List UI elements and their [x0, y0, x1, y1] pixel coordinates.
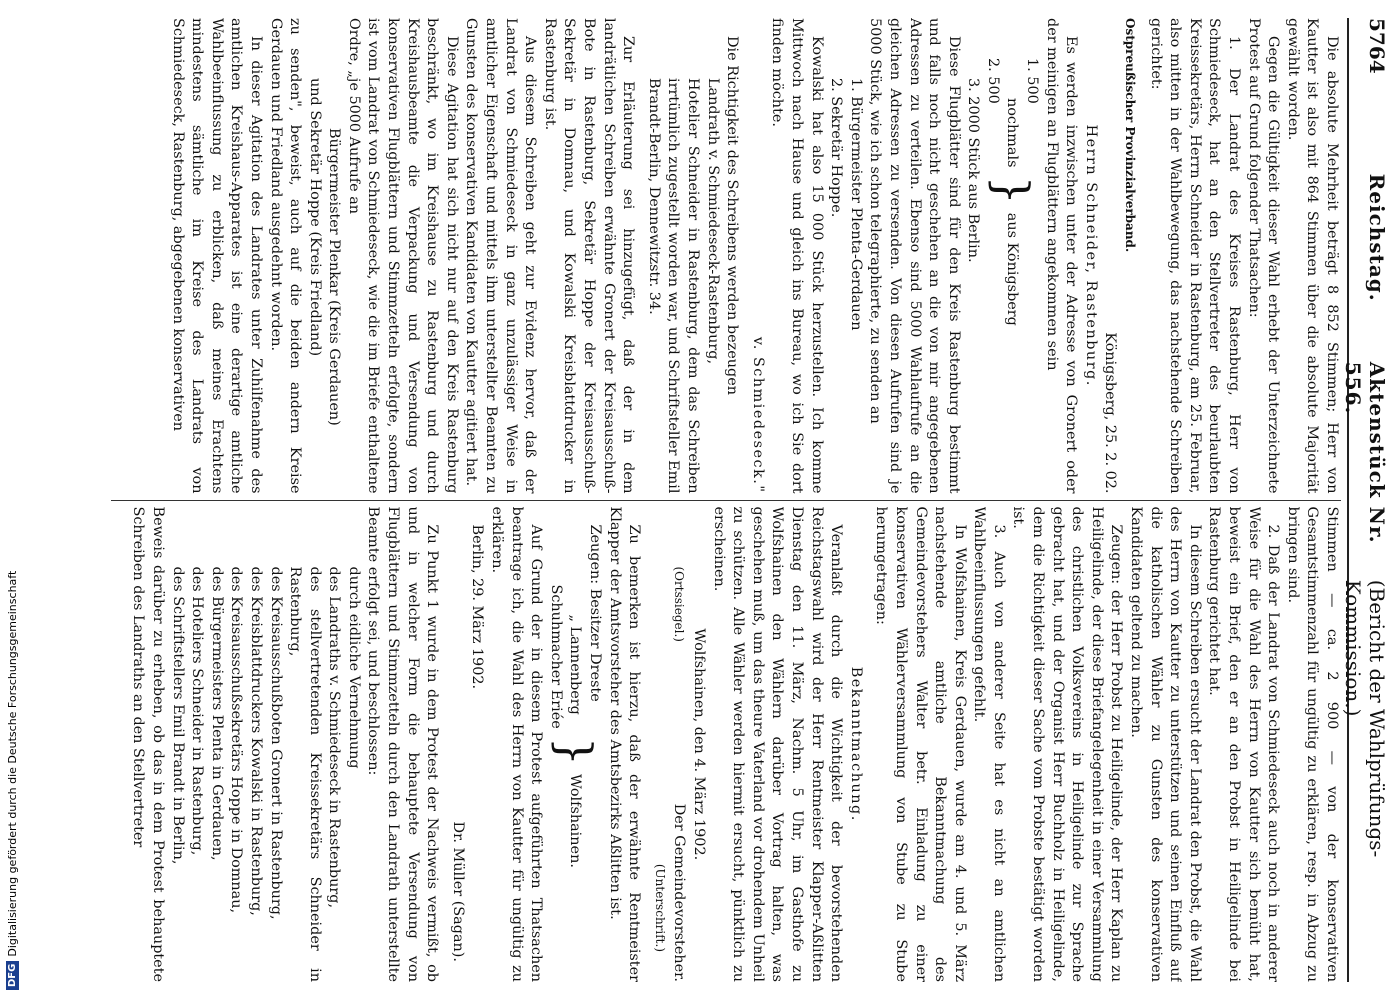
- witness: Besitzer Dreste: [587, 588, 604, 702]
- notice-signature-note: (Unterschrift.): [652, 863, 667, 952]
- paragraph: Die Richtigkeit des Schreibens werden bezeugen: [724, 36, 741, 395]
- protest-signature: Dr. Müller (Sagan).: [449, 821, 466, 962]
- signature: v. Schmiedeseck.": [749, 336, 766, 494]
- page-header: [1341, 18, 1389, 982]
- page-number: 5764: [1365, 18, 1389, 74]
- notice-date: Wolfshainen, den 4. März 1902.: [691, 628, 707, 861]
- digitization-note: [6, 571, 19, 990]
- list-item: des Kreisblattdruckers Kowalski in Rastenburg,: [247, 566, 264, 916]
- witness: „ Lannenberg: [567, 614, 584, 715]
- witness: Schuhmacher Eriée: [547, 584, 564, 729]
- witness-list: [545, 507, 604, 983]
- paragraph: Zu bemerken ist hierzu, daß der erwähnte Rentmeister Klapper der Amtsvorsteher des Amtsbezirks Aßlitten ist.: [606, 506, 643, 982]
- paragraph: In diesem Schreiben ersucht der Landrat den Probst, die Wahl des Herrn von Kautter zu unterstützen und seinen Einfluß auf die katholischen Wähler zu Gunsten des konservativen Kandidaten geltend zu machen.: [1128, 506, 1203, 982]
- paragraph: Diese Flugblätter sind für den Kreis Rastenburg bestimmt und falls noch nicht geschehen an die von mir angegebenen Adressen zu verteilen. Ebenso sind 5000 Wahlaufrufe an die gleichen Adressen zu versenden. Von diesen Aufrufen sind je 5000 Stück, wie ich schon telegraphierte, zu senden an: [867, 18, 962, 494]
- header-bericht: (Bericht der Wahlprüfungs-Kommission.): [1341, 579, 1389, 858]
- paragraph: 1. Der Landrat des Kreises Rastenburg, Herr von Schmiedeseck, hat an den Stellvertreter des beurlaubten Kreissekretärs, Herrn Schneider in Rastenburg, am 25. Februar, also mitten in der Wahlbewegung, das nachstehende Schreiben gerichtet:: [1147, 18, 1243, 494]
- paragraph: Die absolute Mehrheit beträgt 8 852 Stimmen; Herr von Kautter ist also mit 864 Stimmen über die absolute Majorität gewählt worden.: [1284, 18, 1340, 494]
- paragraph: Aus diesem Schreiben geht zur Evidenz hervor, daß der Landrat von Schmiedeseck in ganz unzulässiger Weise in amtlicher Eigenschaft und mittels ihm unterstellter Beamten zu Gunsten des konservativen Kandidaten von Kautter agitiert hat.: [463, 18, 539, 494]
- quote-line: und Sekretär Hoppe (Kreis Friedland): [306, 78, 323, 357]
- paragraph: Gegen die Gültigkeit dieser Wahl erhebt der Unterzeichnete Protest auf Grund folgender Thatsachen:: [1245, 18, 1282, 494]
- list-item: des Kreisausschußboten Gronert in Rastenburg,: [267, 566, 284, 920]
- header-aktenstueck: Aktenstück Nr. 556.: [1341, 361, 1389, 544]
- protest-date: Berlin, 29. März 1902.: [469, 524, 486, 690]
- list-item: des Landraths v. Schmiedeseck in Rastenburg,: [326, 566, 343, 909]
- paragraph: 3. Auch von anderer Seite hat es nicht an amtlichen Wahlbeeinflussungen gefehlt.: [971, 506, 1007, 982]
- list-item: des Bürgermeisters Plenta in Gerdauen,: [208, 566, 225, 861]
- notice-signature-row: [669, 507, 689, 983]
- notice-title: Bekanntmachung.: [847, 666, 864, 822]
- paragraph: Zur Erläuterung sei hinzugefügt, daß der in dem landrätlichen Schreiben erwähnte Gronert der Kreisausschuß-Bote in Rastenburg, Sekretär Hoppe der Kreisausschuß-Sekretär in Domnau, und Kowalski Kreisblattdrucker in Rastenburg ist.: [541, 18, 637, 494]
- brace-label: aus Königsberg: [1004, 212, 1021, 326]
- list-item: des Hoteliers Schneider in Rastenburg,: [189, 566, 206, 856]
- text-columns: [111, 18, 1341, 982]
- paragraph: Es werden inzwischen unter der Adresse von Gronert oder der meinigen an Flugblättern angekommen sein: [1043, 18, 1080, 494]
- paragraph: Auf Grund der in diesem Protest aufgeführten Thatsachen beantrage ich, die Wahl des Herrn von Kautter für ungültig zu erklären.: [489, 506, 545, 982]
- witness: Landrath v. Schmiedeseck-Rastenburg,: [704, 78, 721, 365]
- list-item: 1. Bürgermeister Plenta-Gerdauen: [847, 78, 864, 331]
- brace: }: [984, 175, 1039, 205]
- notice-signature: Der Gemeindevorsteher.: [671, 803, 688, 982]
- paragraph: Zeugen: der Herr Probst zu Heiligelinde, der Herr Kaplan zu Heiligelinde, der diese Briefangelegenheit in einer Versammlung des christlichen Volksvereins in Heiligelinde zur Sprache gebracht hat, und der Organist Herr Buchholz in Heiligelinde, dem die Richtigkeit dieser Sache vom Probste bestätigt worden ist.: [1010, 506, 1125, 982]
- digitization-text: Digitalisierung gefördert durch die Deutsche Forschungsgemeinschaft: [6, 570, 19, 957]
- list-item: des stellvertretenden Kreissekretärs Schneider in Rastenburg,: [287, 566, 323, 982]
- paragraph: Stimmen — ca. 2 900 — von der konservativen Gesamtstimmenzahl für ungültig zu erklären, resp. in Abzug zu bringen sind.: [1284, 506, 1340, 982]
- paragraph: Kowalski hat also 15 000 Stück herzustellen. Ich komme Mittwoch nach Hause und gleich ins Bureau, wo ich Sie dort finden möchte.: [769, 18, 825, 494]
- addressee: Herrn Schneider, Rastenburg.: [1082, 124, 1099, 387]
- paragraph: durch eidliche Vernehmung: [345, 566, 362, 769]
- paragraph: Beweis darüber zu erheben, ob das in dem Protest behauptete Schreiben des Landraths an den Stellvertreter: [130, 506, 166, 982]
- quote-line: Bürgermeister Plenkar (Kreis Gerdauen): [326, 128, 343, 426]
- quantity-list: [982, 18, 1041, 494]
- left-column: [111, 18, 1341, 494]
- document-page: [97, 0, 1397, 1000]
- list-item: 3. 2000 Stück aus Berlin.: [965, 78, 982, 263]
- paragraph: 2. Daß der Landrat von Schmiedeseck auch noch in anderer Weise für die Wahl des Herrn von Kautter sich bemüht hat, beweist ein Brief, den er an den Probst in Heiligelinde bei Rastenburg gerichtet hat.: [1206, 506, 1282, 982]
- list-item: des Kreisausschußsekretärs Hoppe in Domnau,: [228, 566, 245, 914]
- list-item: des Schriftstellers Emil Brandt in Berlin,: [169, 566, 186, 865]
- list-item: 2. 500: [984, 58, 1001, 104]
- paragraph: Diese Agitation hat sich nicht nur auf den Kreis Rastenburg beschränkt, wo im Kreishause zu Rastenburg und durch Kreishausbeamte die Verpackung und Versendung von konservativen Flugblättern und Stimmzetteln erfolgte, sondern ist vom Landrat von Schmiedeseck, wie die im Briefe enthaltene Ordre, „je 5000 Aufrufe an: [345, 18, 460, 494]
- list-item: 2. Sekretär Hoppe.: [828, 78, 845, 218]
- brace: }: [547, 736, 602, 767]
- witness-label: Zeugen:: [587, 524, 604, 585]
- notice-text: Veranlaßt durch die Wichtigkeit der bevorstehenden Reichstagswahl wird der Herr Rentmeister Klapper-Aßlitten Dienstag den 11. März, Nachm. 5 Uhr, im Gasthofe zu Wolfshainen den Wählern darüber Vortrag halten, was geschehen muß, um das theure Vaterland vor drohendem Unheil zu schützen. Alle Wähler werden hiermit ersucht, pünktlich zu erscheinen.: [710, 506, 845, 982]
- notice-seal: (Ortssiegel.): [672, 566, 687, 642]
- right-column: [111, 507, 1341, 983]
- dfg-logo-icon: DFG: [6, 961, 19, 990]
- letterhead: Ostpreußischer Provinzialverband.: [1123, 18, 1138, 253]
- column-divider: [111, 500, 1341, 501]
- header-reichstag: Reichstag.: [1365, 173, 1389, 302]
- paragraph: In Wolfshainen, Kreis Gerdauen, wurde am 4. und 5. März nachstehende amtliche Bekanntmachung des Gemeindevorstehers Walter betr. Einladung zu einer konservativen Wählerversammlung von Stube zu Stube herumgetragen:: [873, 506, 968, 982]
- witness-place: Wolfshainen.: [567, 774, 584, 868]
- paragraph: In dieser Agitation des Landrates unter Zuhilfenahme des amtlichen Kreishaus-Apparates ist eine derartige amtliche Wahlbeeinflussung zu erblicken, daß meines Erachtens mindestens sämtliche im Kreise des Landrats von Schmiedeseck, Rastenburg, abgegebenen konservativen: [169, 18, 264, 494]
- place-date: Königsberg, 25. 2. 02.: [1102, 332, 1119, 494]
- witness: Hotelier Schneider in Rastenburg, dem das Schreiben irrtümlich zugestellt worden war, und Schriftsteller Emil Brandt-Berlin, Dennewitzstr. 34.: [645, 78, 701, 494]
- list-item: 1. 500: [1024, 58, 1041, 104]
- paragraph: Zu Punkt 1 wurde in dem Protest der Nachweis vermißt, ob und in welcher Form die behauptete Versendung von Flugblättern und Stimmzetteln durch den Landrath unterstellte Beamte erfolgt sei, und beschlossen:: [365, 506, 441, 982]
- list-item: nochmals: [1004, 98, 1021, 168]
- paragraph: zu senden", beweist, auch auf die beiden andern Kreise Gerdauen und Friedland ausgedehnt worden.: [267, 18, 304, 494]
